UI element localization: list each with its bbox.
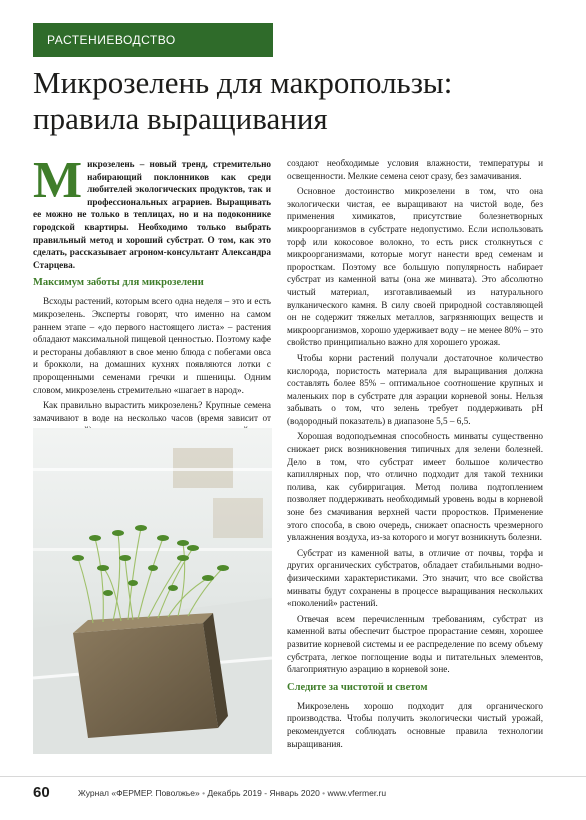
right-column xyxy=(287,157,543,753)
paragraph: создают необходимые условия влажности, температуры и освещенности. Мелкие семена сеют сразу, без замачивания. xyxy=(287,158,543,181)
microgreens-photo xyxy=(33,428,272,754)
lead-text: икрозелень – новый тренд, стремительно набирающий поклонников как среди любителей экологических продуктов, так и профессиональных аграриев. Выращивать ее можно не только в теплицах, но и на подоконнике городской квартиры. Необходимо только выбрать правильный метод и хороший субстрат. О том, как это сделать, рассказывает агроном-консультант Александра Старцева. xyxy=(33,159,271,270)
subheading-care: Максимум заботы для микрозелени xyxy=(33,277,204,289)
paragraph: Хорошая водоподъемная способность минваты существенно снижает риск возникновения типичных для зелени болезней. Дело в том, что субстрат имеет большое количество капиллярных пор, что отлично подходит для такой техники полива, как субирригация. Метод полива подтоплением позволяет поддерживать необходимый уровень воды в корневой зоне без смачивания верхней части проростков. Применение этого способа, в свою очередь, снижает опасность чрезмерного увлажнения воздуха, из-за которого и могут возникнуть болезни. xyxy=(287,431,543,543)
journal-name: Журнал «ФЕРМЕР. Поволжье» xyxy=(78,788,200,798)
section-label: РАСТЕНИЕВОДСТВО xyxy=(33,23,273,57)
article-title xyxy=(33,65,563,137)
issue-date: Декабрь 2019 - Январь 2020 xyxy=(207,788,320,798)
separator-dot: • xyxy=(202,788,206,798)
paragraph: Отвечая всем перечисленным требованиям, субстрат из каменной ваты обеспечит быстрое прорастание семян, хорошее развитие корневой системы и ее распределение по всему объему субстрата, легкое поглощение воды и питательных элементов, благоприятную аэрацию в корневой зоне. xyxy=(287,613,543,675)
website-link[interactable]: www.vfermer.ru xyxy=(327,788,387,798)
title-line-1: Микрозелень для макропользы: xyxy=(33,65,453,100)
paragraph: Основное достоинство микрозелени в том, что она экологически чистая, ее выращивают на чистой воде, без применения химикатов, присутствие болезнетворных микроорганизмов в субстрате недопустимо. Если использовать торф или кокосовое волокно, то есть риск столкнуться с микроорганизмами, которые могут нанести вред семенам и проросткам. Поэтому все большую популярность набирает субстрат из каменной ваты (она же минвата). Это абсолютно чистый материал, изготавливаемый из натурального вулканического камня. В силу своей природной составляющей он не содержит тяжелых металлов, загрязняющих веществ и микроорганизмов, хорошо удерживает воду – не менее 80% – это свойство принципиально важно для хорошего урожая. xyxy=(287,186,543,348)
paragraph: Как правильно вырастить микрозелень? Крупные семена замачивают в воде на несколько часов (время зависит от xyxy=(33,400,271,423)
paragraph: Всходы растений, которым всего одна неделя – это и есть микрозелень. Эксперты говорят, что именно на самом раннем этапе – «до первого настоящего листа» – растения обладают максимальной пищевой ценностью. Поэтому кафе и рестораны добавляют в свое меню блюда с побегами овса и брокколи, на домашних кухнях появляются лотки с пророщенными семенами гречки и пшеницы. Одним словом, микрозелень стремительно «шагает в народ». xyxy=(33,296,271,395)
page-number: 60 xyxy=(33,784,50,801)
left-column xyxy=(33,152,271,440)
lead-paragraph xyxy=(33,152,271,271)
paragraph: Субстрат из каменной ваты, в отличие от почвы, торфа и других органических субстратов, обладает стабильными водно-физическими характеристиками. Это значит, что все свойства минваты будут сохранены в процессе выращивания нескольких «поколений» растений. xyxy=(287,547,543,609)
title-line-2: правила выращивания xyxy=(33,101,328,136)
subheading-cleanliness: Следите за чистотой и светом xyxy=(287,681,428,693)
paragraph: Микрозелень хорошо подходит для органического производства. Чтобы получить экологически чистый урожай, рекомендуется соблюдать основные правила технологии выращивания. xyxy=(287,700,543,749)
paragraph: Чтобы корни растений получали достаточное количество кислорода, пористость материала для выращивания должна составлять более 85% – оптимальное соотношение крупных и маленьких пор в субстрате для аэрации корневой зоны. Нельзя забывать о том, что зелень требует поддерживать pH (водородный показатель) в диапазоне 5,5 – 6,5. xyxy=(287,352,543,426)
footer-info xyxy=(78,788,386,798)
drop-cap: М xyxy=(33,152,83,209)
separator-dot: • xyxy=(322,788,326,798)
footer-divider xyxy=(0,776,586,777)
